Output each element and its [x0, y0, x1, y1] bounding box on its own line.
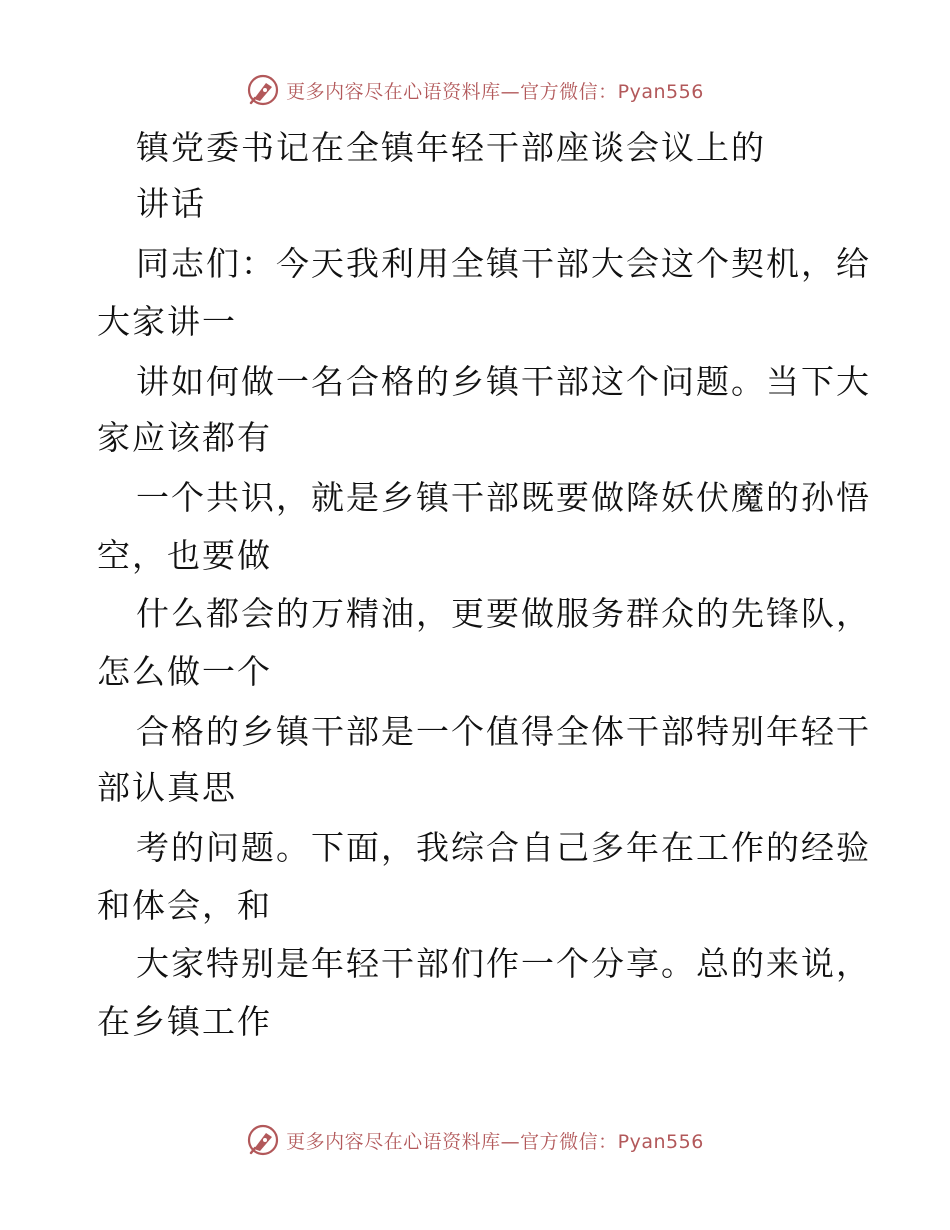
text-line: 镇党委书记在全镇年轻干部座谈会议上的 [136, 128, 766, 167]
text-line: 大家讲一 [97, 302, 237, 341]
text-line: 和体会，和 [97, 886, 272, 925]
text-line: 怎么做一个 [97, 652, 272, 691]
text-line: 在乡镇工作 [97, 1002, 272, 1041]
banner-text: 更多内容尽在心语资料库—官方微信：Pyan556 [286, 1130, 704, 1153]
text-line: 大家特别是年轻干部们作一个分享。总的来说， [136, 944, 871, 983]
text-line: 讲话 [136, 184, 206, 223]
footer-banner [0, 1120, 950, 1160]
text-line: 同志们：今天我利用全镇干部大会这个契机，给 [136, 244, 871, 283]
text-line: 合格的乡镇干部是一个值得全体干部特别年轻干 [136, 712, 871, 751]
pen-nib-logo-icon [246, 73, 280, 107]
header-banner [0, 70, 950, 110]
text-line: 考的问题。下面，我综合自己多年在工作的经验 [136, 828, 871, 867]
text-line: 讲如何做一名合格的乡镇干部这个问题。当下大 [136, 362, 871, 401]
text-line: 空，也要做 [97, 536, 272, 575]
pen-nib-logo-icon [246, 1123, 280, 1157]
text-line: 一个共识，就是乡镇干部既要做降妖伏魔的孙悟 [136, 478, 871, 517]
banner-text: 更多内容尽在心语资料库—官方微信：Pyan556 [286, 80, 704, 103]
text-line: 家应该都有 [97, 418, 272, 457]
text-line: 什么都会的万精油，更要做服务群众的先锋队， [136, 594, 871, 633]
text-line: 部认真思 [97, 768, 237, 807]
